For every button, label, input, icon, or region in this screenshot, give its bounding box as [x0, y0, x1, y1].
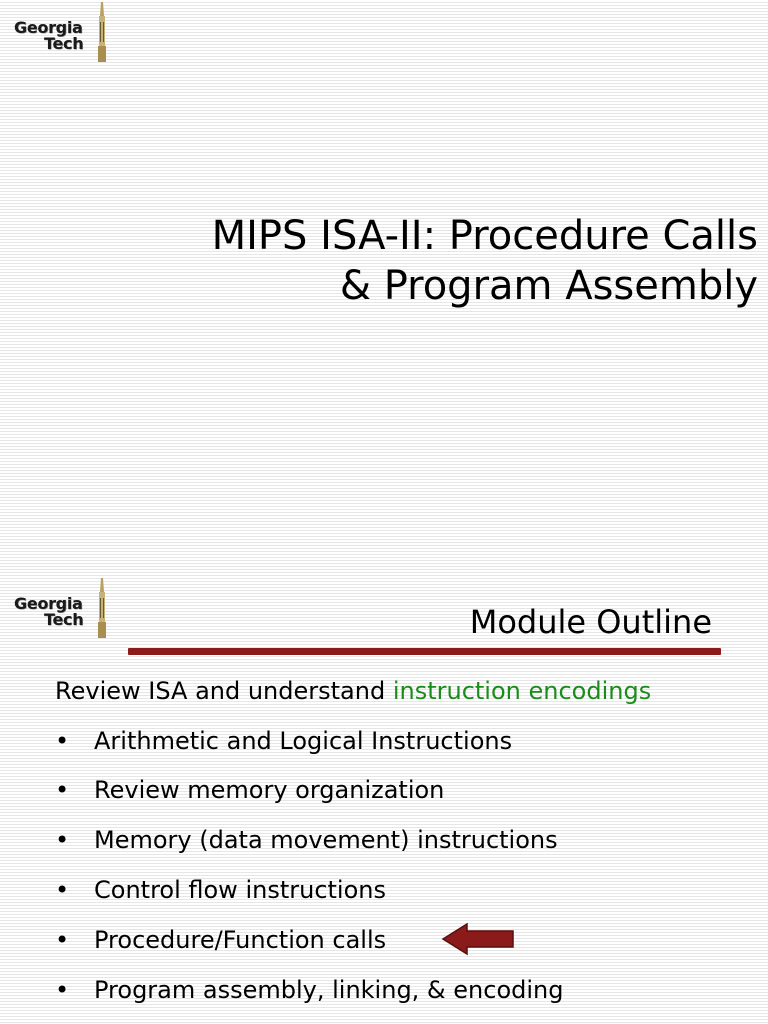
arrow-left-icon	[441, 922, 515, 956]
slide-title-line-1: MIPS ISA-II: Procedure Calls	[211, 213, 758, 259]
tech-tower-icon	[94, 578, 110, 638]
bullet-marker: •	[55, 976, 70, 1004]
list-item-text: Control flow instructions	[94, 876, 386, 904]
list-item-text: Procedure/Function calls	[94, 926, 387, 954]
intro-line	[55, 679, 651, 703]
tech-tower-icon	[94, 2, 110, 62]
list-item-text: Memory (data movement) instructions	[94, 826, 558, 854]
list-item-text: Arithmetic and Logical Instructions	[94, 727, 513, 755]
list-item	[55, 978, 563, 1002]
slide-title-line-2: & Program Assembly	[339, 263, 758, 309]
bullet-marker: •	[55, 926, 70, 954]
list-item-text: Review memory organization	[94, 776, 445, 804]
list-item-current	[55, 928, 386, 952]
list-item	[55, 729, 512, 753]
title-divider	[128, 648, 721, 655]
list-item-text: Program assembly, linking, & encoding	[94, 976, 564, 1004]
list-item	[55, 778, 444, 802]
logo-word-georgia: Georgia	[14, 594, 83, 613]
bullet-marker: •	[55, 776, 70, 804]
page-title: Module Outline	[469, 603, 712, 641]
module-outline-slide	[0, 576, 768, 1024]
georgia-tech-logo	[14, 578, 114, 640]
georgia-tech-logo	[14, 2, 114, 64]
intro-text: Review ISA and understand	[55, 677, 393, 705]
logo-word-georgia: Georgia	[14, 18, 83, 37]
bullet-marker: •	[55, 727, 70, 755]
list-item	[55, 878, 386, 902]
intro-highlight: instruction encodings	[392, 677, 652, 705]
logo-word-tech: Tech	[44, 34, 84, 53]
bullet-marker: •	[55, 876, 70, 904]
logo-word-tech: Tech	[44, 610, 84, 629]
bullet-marker: •	[55, 826, 70, 854]
list-item	[55, 828, 558, 852]
